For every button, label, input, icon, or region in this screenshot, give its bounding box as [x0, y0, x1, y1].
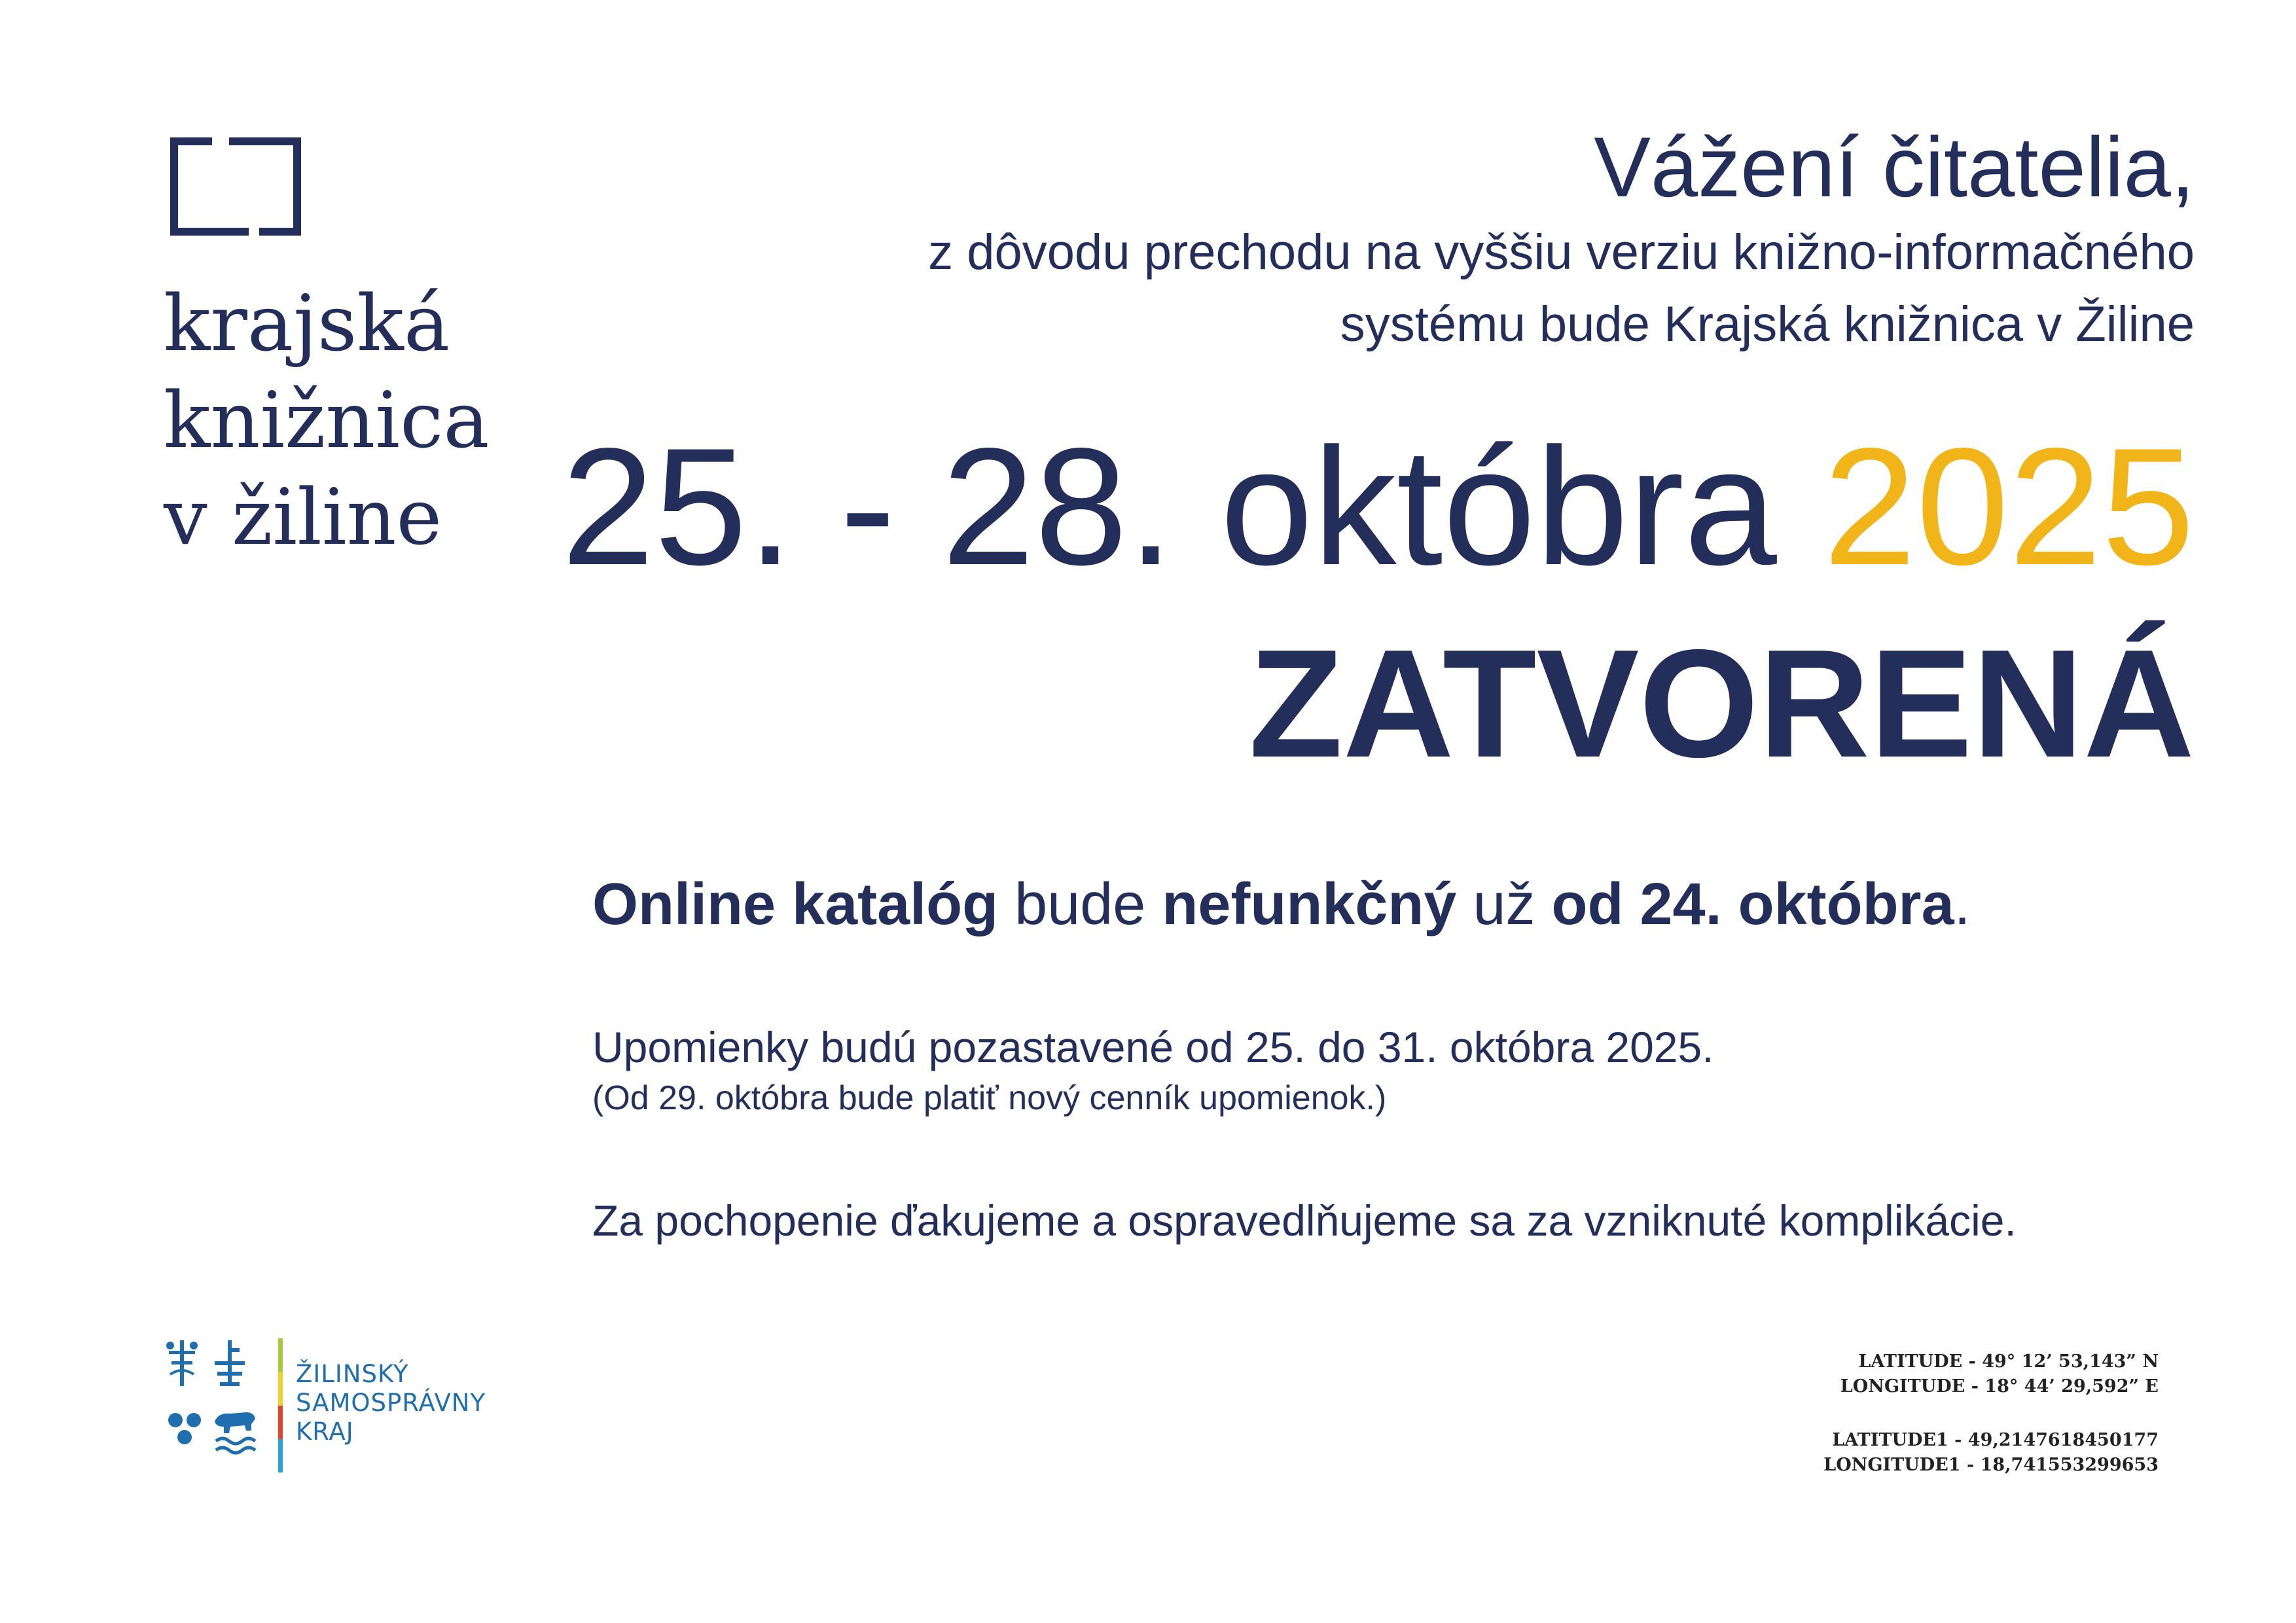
coordinates-decimal — [1823, 1428, 2159, 1478]
frame-logo-icon — [164, 131, 308, 242]
catalog-notice-part-5: od 24. októbra — [1551, 872, 1954, 937]
region-name-line-3: KRAJ — [296, 1418, 354, 1446]
regional-coat-of-arms-icon — [162, 1335, 267, 1466]
catalog-notice-part-3: nefunkčný — [1162, 872, 1457, 937]
region-name — [296, 1360, 486, 1446]
closure-year: 2025 — [1823, 414, 2195, 600]
reminders-pricing-note: (Od 29. októbra bude platiť nový cenník upomienok.) — [592, 1079, 1387, 1117]
reason-line-1: z dôvodu prechodu na vyššiu verziu knižno-informačného — [928, 224, 2195, 280]
thanks-note: Za pochopenie ďakujeme a ospravedlňujeme sa za vzniknuté komplikácie. — [592, 1196, 2017, 1245]
longitude-dms: LONGITUDE - 18° 44’ 29,592” E — [1840, 1376, 2159, 1397]
catalog-notice-part-4: už — [1456, 872, 1552, 937]
library-name — [164, 275, 490, 565]
catalog-notice-part-1: Online katalóg — [592, 872, 999, 937]
closure-dates-text: 25. - 28. októbra — [561, 414, 1777, 600]
reminders-notice: Upomienky budú pozastavené od 25. do 31. októbra 2025. — [592, 1023, 1714, 1071]
latitude-decimal: LATITUDE1 - 49,2147618450177 — [1832, 1430, 2159, 1450]
region-name-line-1: ŽILINSKÝ — [296, 1360, 409, 1388]
region-name-line-2: SAMOSPRÁVNY — [296, 1389, 486, 1417]
catalog-notice-part-2: bude — [998, 872, 1162, 937]
greeting: Vážení čitatelia, — [1594, 119, 2195, 215]
catalog-notice-part-6: . — [1954, 872, 1971, 937]
catalog-notice — [592, 870, 1971, 939]
closure-dates — [561, 414, 2195, 600]
longitude-decimal: LONGITUDE1 - 18,741553299653 — [1823, 1455, 2159, 1475]
latitude-dms: LATITUDE - 49° 12’ 53,143” N — [1858, 1351, 2159, 1372]
region-color-bar — [278, 1338, 283, 1472]
library-name-line-2: knižnica — [164, 375, 490, 465]
library-name-line-3: v žiline — [164, 472, 442, 562]
reason-line-2: systému bude Krajská knižnica v Žiline — [1340, 296, 2195, 352]
closed-heading: ZATVORENÁ — [1249, 617, 2195, 789]
coordinates-dms — [1840, 1349, 2159, 1399]
library-name-line-1: krajská — [164, 278, 450, 368]
